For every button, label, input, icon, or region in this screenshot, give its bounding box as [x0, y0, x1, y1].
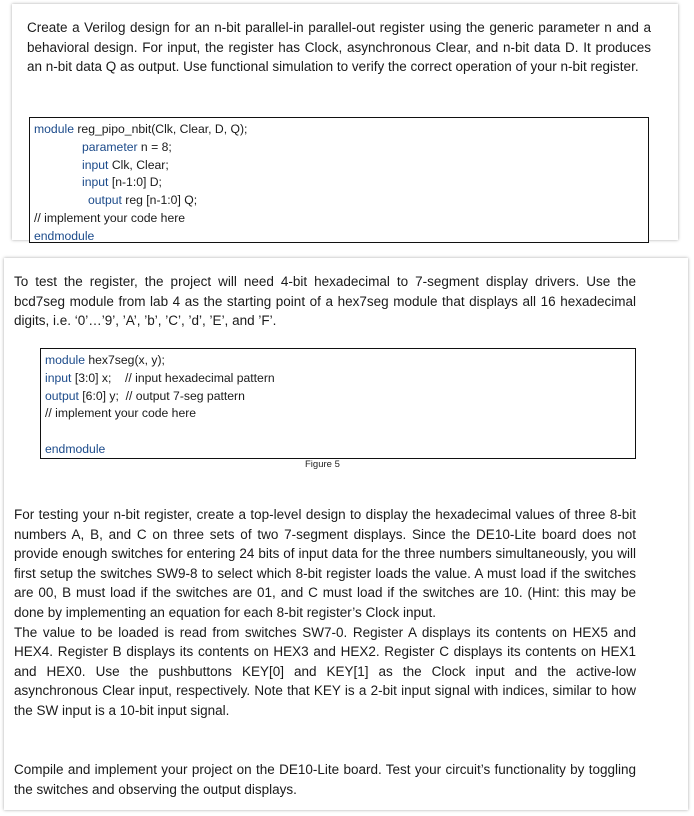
hex7seg-code-block [40, 348, 636, 459]
code-line: input Clk, Clear; [82, 157, 169, 172]
code-comment: // implement your code here [34, 210, 186, 225]
code-line: module hex7seg(x, y); [45, 353, 165, 367]
code-line: input [3:0] x; // input hexadecimal pattern [45, 370, 275, 385]
code-comment: // implement your code here [45, 406, 197, 421]
reg-pipo-code-block [29, 117, 649, 243]
blank-line [45, 423, 635, 441]
code-line: module reg_pipo_nbit(Clk, Clear, D, Q); [34, 122, 248, 136]
code-line: output reg [n-1:0] Q; [88, 193, 198, 208]
code-line: parameter n = 8; [82, 139, 172, 154]
test-paragraph: To test the register, the project will need 4-bit hexadecimal to 7-segment display drivers. Use the bcd7seg module from lab 4 as the starting point of a hex7seg module that displays all 16 hexadecimal digits, i.e. ‘0’…’9’, ’A’, ’b’, ’C’, ’d’, ’E’, and ’F’. [14, 274, 636, 329]
testing-paragraph-2: The value to be loaded is read from switches SW7-0. Register A displays its contents on HEX5 and HEX4. Register B displays its contents on HEX3 and HEX2. Register C displays its contents on HEX1 and HEX0. Use the pushbuttons KEY[0] and KEY[1] as the Clock input and the active-low asynchronous Clear input, respectively. Note that KEY is a 2-bit input signal with indices, similar to how the SW input is a 10-bit input signal. [14, 624, 636, 718]
testing-paragraph-1: For testing your n-bit register, create a top-level design to display the hexadecimal values of three 8-bit numbers A, B, and C on three sets of two 7-segment displays. Since the DE10-Lite board does not provide enough switches for entering 24 bits of input data for the three numbers simultaneously, you will first setup the switches SW9-8 to select which 8-bit register loads the value. A must load if the switches are 00, B must load if the switches are 01, and C must load if the switches are 10. (Hint: this may be done by implementing an equation for each 8-bit register’s Clock input. [14, 507, 636, 620]
code-line: input [n-1:0] D; [82, 175, 162, 190]
code-endmodule: endmodule [34, 228, 95, 243]
final-paragraph: Compile and implement your project on the DE10-Lite board. Test your circuit’s functionality by toggling the switches and observing the output displays. [14, 762, 636, 797]
intro-paragraph: Create a Verilog design for an n-bit parallel-in parallel-out register using the generic parameter n and a behavioral design. For input, the register has Clock, asynchronous Clear, and n-bit data D. It produces an n-bit data Q as output. Use functional simulation to verify the correct operation of your n-bit register. [27, 20, 651, 75]
code-line: output [6:0] y; // output 7-seg pattern [45, 388, 245, 403]
testing-section [14, 505, 636, 721]
figure-caption: Figure 5 [305, 459, 340, 470]
code-endmodule: endmodule [45, 441, 106, 456]
